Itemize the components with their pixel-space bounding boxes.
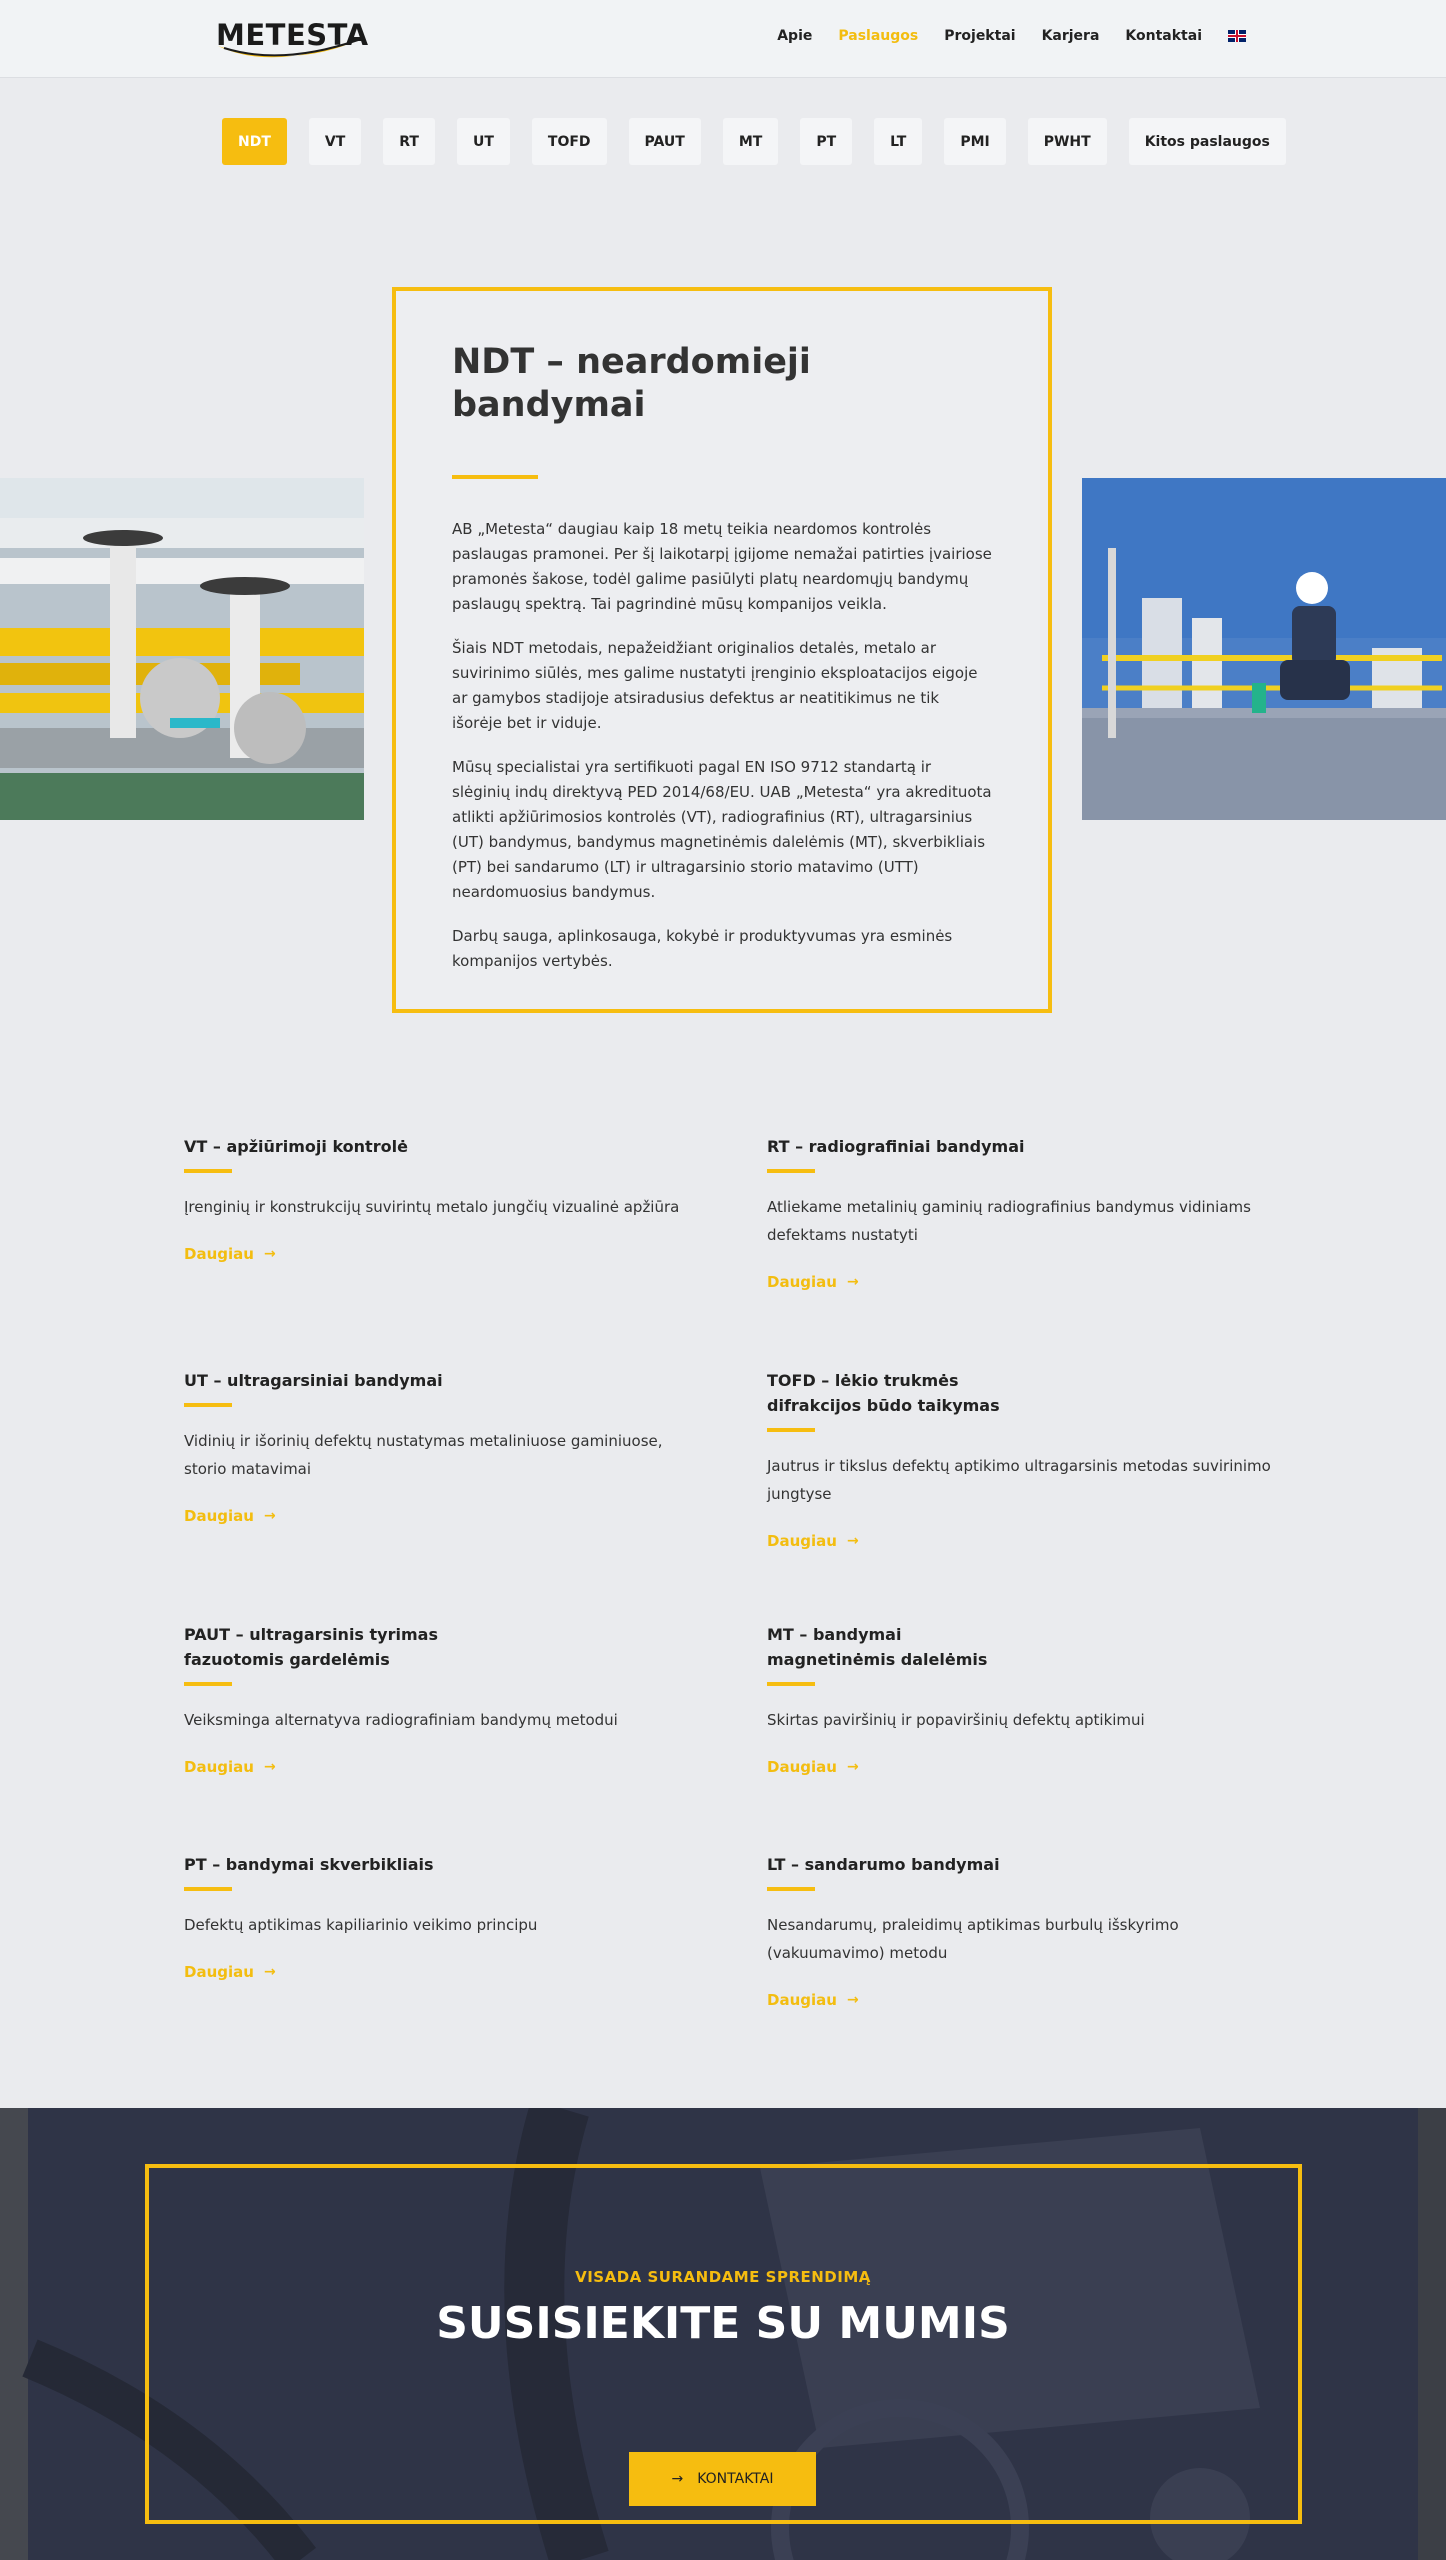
inspector-worker-photo — [1082, 478, 1446, 820]
service-tabs — [222, 118, 1286, 165]
service-title: MT – bandymai magnetinėmis dalelėmis — [767, 1625, 988, 1669]
more-link-pt[interactable] — [184, 1963, 276, 1981]
service-underline — [767, 1428, 815, 1432]
service-underline — [184, 1682, 232, 1686]
intro-paragraph: AB „Metesta“ daugiau kaip 18 metų teikia neardomos kontrolės paslaugas pramonei. Per šį laikotarpį įgijome nemažai patirties įvairiose pramonės šakose, todėl galime pasiūlyti platų neardomųjų bandymų paslaugų spektrą. Tai pagrindinė mūsų kompanijos veikla. — [452, 520, 992, 613]
intro-paragraph: Šiais NDT metodais, nepažeidžiant originalios detalės, metalo ar suvirinimo siūlės, mes galime nustatyti įrenginio eksploatacijos eigoje ar gamybos stadijoje atsiradusius defektus ar neatitikimus ne tik išorėje bet ir viduje. — [452, 639, 978, 732]
service-title: UT – ultragarsiniai bandymai — [184, 1371, 443, 1390]
service-title: RT – radiografiniai bandymai — [767, 1137, 1025, 1156]
service-card-mt — [767, 1622, 1307, 1776]
service-description: Įrenginių ir konstrukcijų suvirintų metalo jungčių vizualinė apžiūra — [184, 1198, 680, 1216]
pipes-valves-photo — [0, 478, 364, 820]
nav-item-kontaktai[interactable]: Kontaktai — [1125, 28, 1202, 44]
more-label: Daugiau — [184, 1963, 254, 1981]
service-card-tofd — [767, 1368, 1307, 1550]
nav-item-apie[interactable]: Apie — [777, 28, 813, 44]
service-card-lt — [767, 1852, 1307, 2009]
metesta-logo[interactable] — [212, 14, 372, 62]
nav-item-projektai[interactable]: Projektai — [944, 28, 1016, 44]
service-card-pt — [184, 1852, 724, 1981]
service-description: Skirtas paviršinių ir popaviršinių defektų aptikimui — [767, 1711, 1145, 1729]
title-underline — [452, 475, 538, 479]
nav-item-paslaugos[interactable]: Paslaugos — [838, 28, 919, 44]
arrow-right-icon: → — [263, 1508, 276, 1524]
contact-button[interactable] — [629, 2452, 816, 2506]
more-link-mt[interactable] — [767, 1758, 859, 1776]
contact-title: SUSISIEKITE SU MUMIS — [436, 2298, 1010, 2349]
tab-mt[interactable]: MT — [723, 118, 778, 165]
uk-flag-icon[interactable] — [1228, 30, 1246, 42]
service-underline — [184, 1169, 232, 1173]
tab-ndt[interactable]: NDT — [222, 118, 287, 165]
contact-section — [0, 2108, 1446, 2560]
service-underline — [767, 1682, 815, 1686]
logo-text: METESTA — [216, 18, 369, 52]
more-label: Daugiau — [767, 1758, 837, 1776]
more-link-lt[interactable] — [767, 1991, 859, 2009]
tab-pmi[interactable]: PMI — [944, 118, 1005, 165]
tab-ut[interactable]: UT — [457, 118, 510, 165]
arrow-right-icon: → — [671, 2471, 684, 2487]
arrow-right-icon: → — [263, 1759, 276, 1775]
page-title: NDT – neardomieji bandymai — [452, 342, 811, 425]
service-title: VT – apžiūrimoji kontrolė — [184, 1137, 408, 1156]
intro-paragraph: Darbų sauga, aplinkosauga, kokybė ir produktyvumas yra esminės kompanijos vertybės. — [452, 927, 953, 970]
service-underline — [184, 1887, 232, 1891]
service-title: PAUT – ultragarsinis tyrimas fazuotomis gardelėmis — [184, 1625, 438, 1669]
nav-item-karjera[interactable]: Karjera — [1041, 28, 1100, 44]
service-card-rt — [767, 1134, 1307, 1291]
more-label: Daugiau — [184, 1507, 254, 1525]
service-description: Veiksminga alternatyva radiografiniam bandymų metodui — [184, 1711, 618, 1729]
service-card-vt — [184, 1134, 724, 1263]
tab-rt[interactable]: RT — [383, 118, 435, 165]
more-link-vt[interactable] — [184, 1245, 276, 1263]
tab-pt[interactable]: PT — [800, 118, 852, 165]
more-label: Daugiau — [767, 1273, 837, 1291]
ndt-intro-box — [392, 287, 1052, 1013]
tab-kitos-paslaugos[interactable]: Kitos paslaugos — [1129, 118, 1286, 165]
site-header — [0, 0, 1446, 78]
service-description: Nesandarumų, praleidimų aptikimas burbulų išskyrimo (vakuumavimo) metodu — [767, 1916, 1179, 1962]
more-label: Daugiau — [184, 1245, 254, 1263]
tab-paut[interactable]: PAUT — [629, 118, 701, 165]
tab-pwht[interactable]: PWHT — [1028, 118, 1107, 165]
service-card-paut — [184, 1622, 724, 1776]
contact-button-label: KONTAKTAI — [697, 2471, 774, 2487]
tab-lt[interactable]: LT — [874, 118, 922, 165]
service-description: Jautrus ir tikslus defektų aptikimo ultragarsinis metodas suvirinimo jungtyse — [767, 1457, 1271, 1503]
arrow-right-icon: → — [846, 1533, 859, 1549]
service-title: LT – sandarumo bandymai — [767, 1855, 1000, 1874]
more-link-tofd[interactable] — [767, 1532, 859, 1550]
arrow-right-icon: → — [846, 1992, 859, 2008]
tab-vt[interactable]: VT — [309, 118, 361, 165]
service-description: Defektų aptikimas kapiliarinio veikimo principu — [184, 1916, 538, 1934]
more-link-paut[interactable] — [184, 1758, 276, 1776]
arrow-right-icon: → — [263, 1964, 276, 1980]
service-underline — [767, 1169, 815, 1173]
tab-tofd[interactable]: TOFD — [532, 118, 607, 165]
contact-subtitle: VISADA SURANDAME SPRENDIMĄ — [575, 2268, 871, 2286]
more-label: Daugiau — [184, 1758, 254, 1776]
service-underline — [184, 1403, 232, 1407]
arrow-right-icon: → — [846, 1759, 859, 1775]
arrow-right-icon: → — [263, 1246, 276, 1262]
service-title: PT – bandymai skverbikliais — [184, 1855, 434, 1874]
service-description: Atliekame metalinių gaminių radiografinius bandymus vidiniams defektams nustatyti — [767, 1198, 1251, 1244]
service-title: TOFD – lėkio trukmės difrakcijos būdo taikymas — [767, 1371, 1000, 1415]
service-underline — [767, 1887, 815, 1891]
service-description: Vidinių ir išorinių defektų nustatymas metaliniuose gaminiuose, storio matavimai — [184, 1432, 663, 1478]
intro-paragraph: Mūsų specialistai yra sertifikuoti pagal EN ISO 9712 standartą ir slėginių indų direktyvą PED 2014/68/EU. UAB „Metesta“ yra akredituota atlikti apžiūrimosios kontrolės (VT), radiografinius (RT), ultragarsinius (UT) bandymus, bandymus magnetinėmis dalelėmis (MT), skverbikliais (PT) bei sandarumo (LT) ir ultragarsinio storio matavimo (UTT) neardomuosius bandymus. — [452, 758, 992, 901]
more-label: Daugiau — [767, 1532, 837, 1550]
more-link-rt[interactable] — [767, 1273, 859, 1291]
arrow-right-icon: → — [846, 1274, 859, 1290]
main-nav — [777, 28, 1246, 44]
service-card-ut — [184, 1368, 724, 1525]
more-label: Daugiau — [767, 1991, 837, 2009]
more-link-ut[interactable] — [184, 1507, 276, 1525]
